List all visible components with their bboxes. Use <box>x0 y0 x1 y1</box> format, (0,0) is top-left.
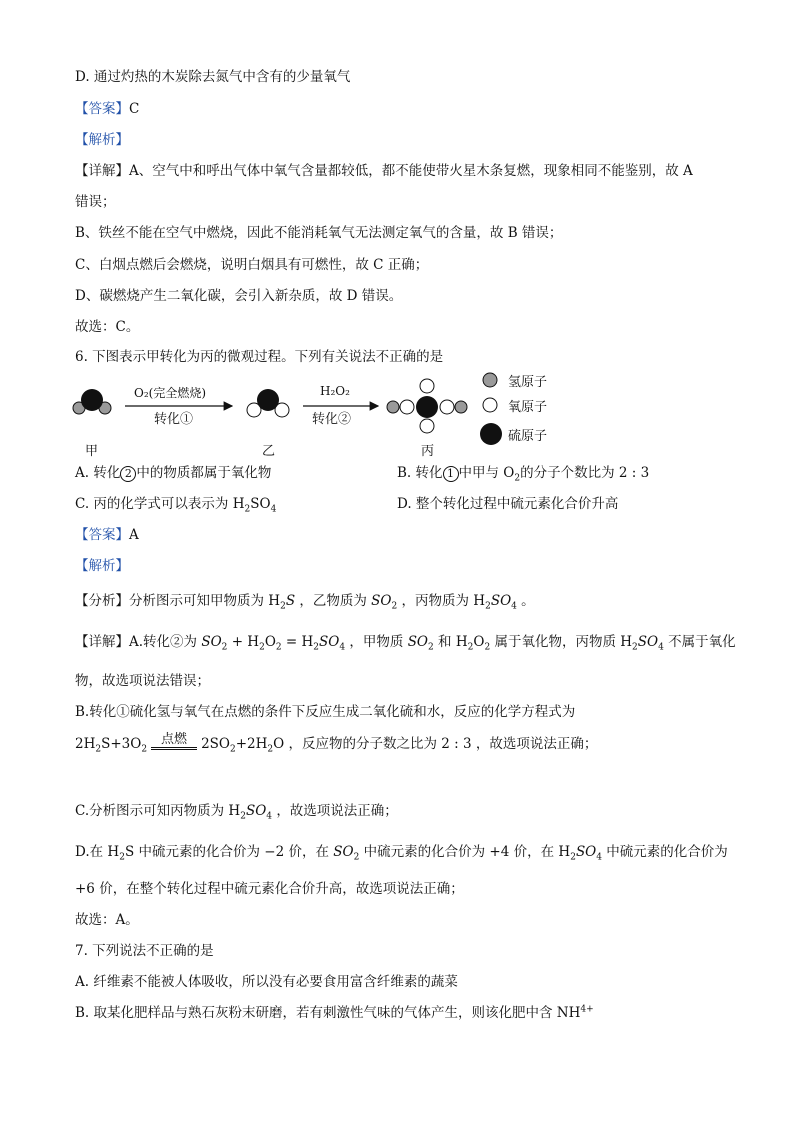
detail-a-text-5: 不属于氧化 <box>668 634 736 650</box>
answer-value: A <box>129 527 139 543</box>
circled-number: 2 <box>120 466 136 482</box>
q5-detail-c: C、白烟点燃后会燃烧，说明白烟具有可燃性，故 C 正确； <box>75 257 429 273</box>
detail-a-text: A.转化②为 <box>129 634 198 650</box>
option-a-text-2: 中的物质都属于氧化物 <box>136 465 272 481</box>
answer-value: C <box>129 101 140 117</box>
q6-analysis-tag: 【解析】 <box>75 558 129 574</box>
option-b-text: B. 转化 <box>397 465 443 481</box>
detail-c-text: C.分析图示可知丙物质为 <box>75 803 225 819</box>
option-b-text-3: 的分子个数比为 2 : 3 <box>520 465 650 481</box>
equation-arrow <box>149 731 199 754</box>
reaction-equation: $2H_2S+3O_2$ 点燃 $2SO_2+2H_2O$ ，反应物的分子数之比为 2 : 3 ，故选项说法正确； <box>75 732 597 754</box>
q7-option-a: A. 纤维素不能被人体吸收，所以没有必要食用富含纤维素的蔬菜 <box>75 974 458 990</box>
fenxi-text: 分析图示可知甲物质为 <box>129 593 264 609</box>
q6-fenxi: 【分析】分析图示可知甲物质为 $H_2S$ ，乙物质为 $SO_2$ ，丙物质为 $H_2SO_4$ 。 <box>75 593 535 612</box>
o-atom <box>440 400 454 414</box>
option-c-text: C. 丙的化学式可以表示为 H <box>75 496 245 512</box>
q7-stem: 7. 下列说法不正确的是 <box>75 943 214 959</box>
s-atom <box>257 389 279 411</box>
q6-detail-c: C.分析图示可知丙物质为 $H_2SO_4$ ，故选项说法正确； <box>75 803 398 822</box>
fenxi-tag: 【分析】 <box>75 593 129 609</box>
q6-detail-a-cont: 物，故选项说法错误； <box>75 673 210 689</box>
detail-d-text: D.在 <box>75 844 104 860</box>
fenxi-text-3: ，丙物质为 <box>401 593 470 609</box>
circled-number: 1 <box>443 466 459 482</box>
q6-detail-a: 【详解】A.转化②为 $SO_2 + H_2O_2 = H_2SO_4$ ，甲物质 $SO_2$ 和 $H_2O_2$ 属于氧化物，丙物质 $H_2SO_4$ 不属于氧化 <box>75 634 736 653</box>
legend-o-atom <box>483 398 497 412</box>
detail-d-text-4: 中硫元素的化合价为 <box>606 844 728 860</box>
q5-analysis-tag: 【解析】 <box>75 132 129 148</box>
detail-tag: 【详解】 <box>75 163 129 179</box>
label-bing: 丙 <box>421 444 435 459</box>
option-c-text-2: SO <box>250 496 271 512</box>
legend-s-label: 硫原子 <box>508 429 548 444</box>
q6-choose: 故选：A。 <box>75 912 139 928</box>
equation-condition: 点燃 <box>161 731 188 747</box>
q6-answer <box>75 526 139 544</box>
q6-option-d: D. 整个转化过程中硫元素化合价升高 <box>397 496 619 512</box>
q6-option-c: C. 丙的化学式可以表示为 $H_2SO_4$ <box>75 496 277 515</box>
q6-option-a <box>75 464 271 482</box>
step2-reagent: H₂O₂ <box>320 384 350 398</box>
q6-stem: 6. 下图表示甲转化为丙的微观过程。下列有关说法不正确的是 <box>75 349 444 365</box>
q7-option-b <box>75 1004 594 1022</box>
equation-tail: ，反应物的分子数之比为 2 : 3 ，故选项说法正确； <box>288 736 598 752</box>
detail-d-text-3: 中硫元素的化合价为 +4 价，在 <box>363 844 555 860</box>
o-atom <box>420 419 434 433</box>
option-a-text: A. 转化 <box>75 465 121 481</box>
step1-label: 转化① <box>154 412 194 427</box>
label-yi: 乙 <box>262 444 276 459</box>
detail-tag: 【详解】 <box>75 634 129 650</box>
o-atom <box>400 400 414 414</box>
detail-a-text: A、空气中和呼出气体中氧气含量都较低，都不能使带火星木条复燃，现象相同不能鉴别，故 A <box>129 163 693 179</box>
answer-tag: 【答案】 <box>75 101 129 117</box>
legend-h-label: 氢原子 <box>508 375 548 390</box>
answer-tag: 【答案】 <box>75 527 129 543</box>
q5-detail-b: B、铁丝不能在空气中燃烧，因此不能消耗氧气无法测定氧气的含量，故 B 错误； <box>75 225 563 241</box>
label-jia: 甲 <box>85 444 99 459</box>
q5-detail-a <box>75 162 693 180</box>
legend-s-atom <box>480 423 502 445</box>
q6-detail-b: B.转化①硫化氢与氧气在点燃的条件下反应生成二氧化硫和水，反应的化学方程式为 <box>75 704 576 720</box>
option-b-text: B. 取某化肥样品与熟石灰粉末研磨，若有刺激性气味的气体产生，则该化肥中含 NH <box>75 1005 581 1021</box>
q5-option-d: D. 通过灼热的木炭除去氮气中含有的少量氧气 <box>75 69 351 85</box>
q6-diagram <box>70 368 570 460</box>
h-atom <box>455 401 467 413</box>
q6-option-b: B. 转化 1 中甲与 $O_2$的分子个数比为 2 : 3 <box>397 465 650 484</box>
legend-o-label: 氧原子 <box>508 400 548 415</box>
q6-detail-d: D.在 $H_2S$ 中硫元素的化合价为 −2 价，在 $SO_2$ 中硫元素的化合价为 +4 价，在 $H_2SO_4$ 中硫元素的化合价为 <box>75 844 728 863</box>
detail-d-text-2: 中硫元素的化合价为 −2 价，在 <box>138 844 329 860</box>
q5-choose: 故选：C。 <box>75 319 140 335</box>
q5-detail-a-cont: 错误； <box>75 194 116 210</box>
detail-a-text-2: ，甲物质 <box>349 634 404 650</box>
q5-answer <box>75 100 139 118</box>
legend-h-atom <box>483 373 497 387</box>
q5-detail-d: D、碳燃烧产生二氧化碳，会引入新杂质，故 D 错误。 <box>75 288 403 304</box>
detail-c-text-2: ，故选项说法正确； <box>276 803 398 819</box>
o-atom <box>420 379 434 393</box>
detail-a-text-4: 属于氧化物，丙物质 <box>494 634 616 650</box>
step2-label: 转化② <box>312 412 352 427</box>
s-atom <box>416 396 438 418</box>
s-atom <box>81 389 103 411</box>
ammonium-charge: 4+ <box>580 1004 594 1015</box>
fenxi-text-2: ，乙物质为 <box>299 593 367 609</box>
q6-detail-d-cont: +6 价，在整个转化过程中硫元素化合价升高，故选项说法正确； <box>75 881 464 897</box>
step1-condition: O₂(完全燃烧) <box>134 386 207 400</box>
h-atom <box>387 401 399 413</box>
option-b-text-2: 中甲与 O <box>458 465 515 481</box>
detail-a-text-3: 和 <box>438 634 452 650</box>
